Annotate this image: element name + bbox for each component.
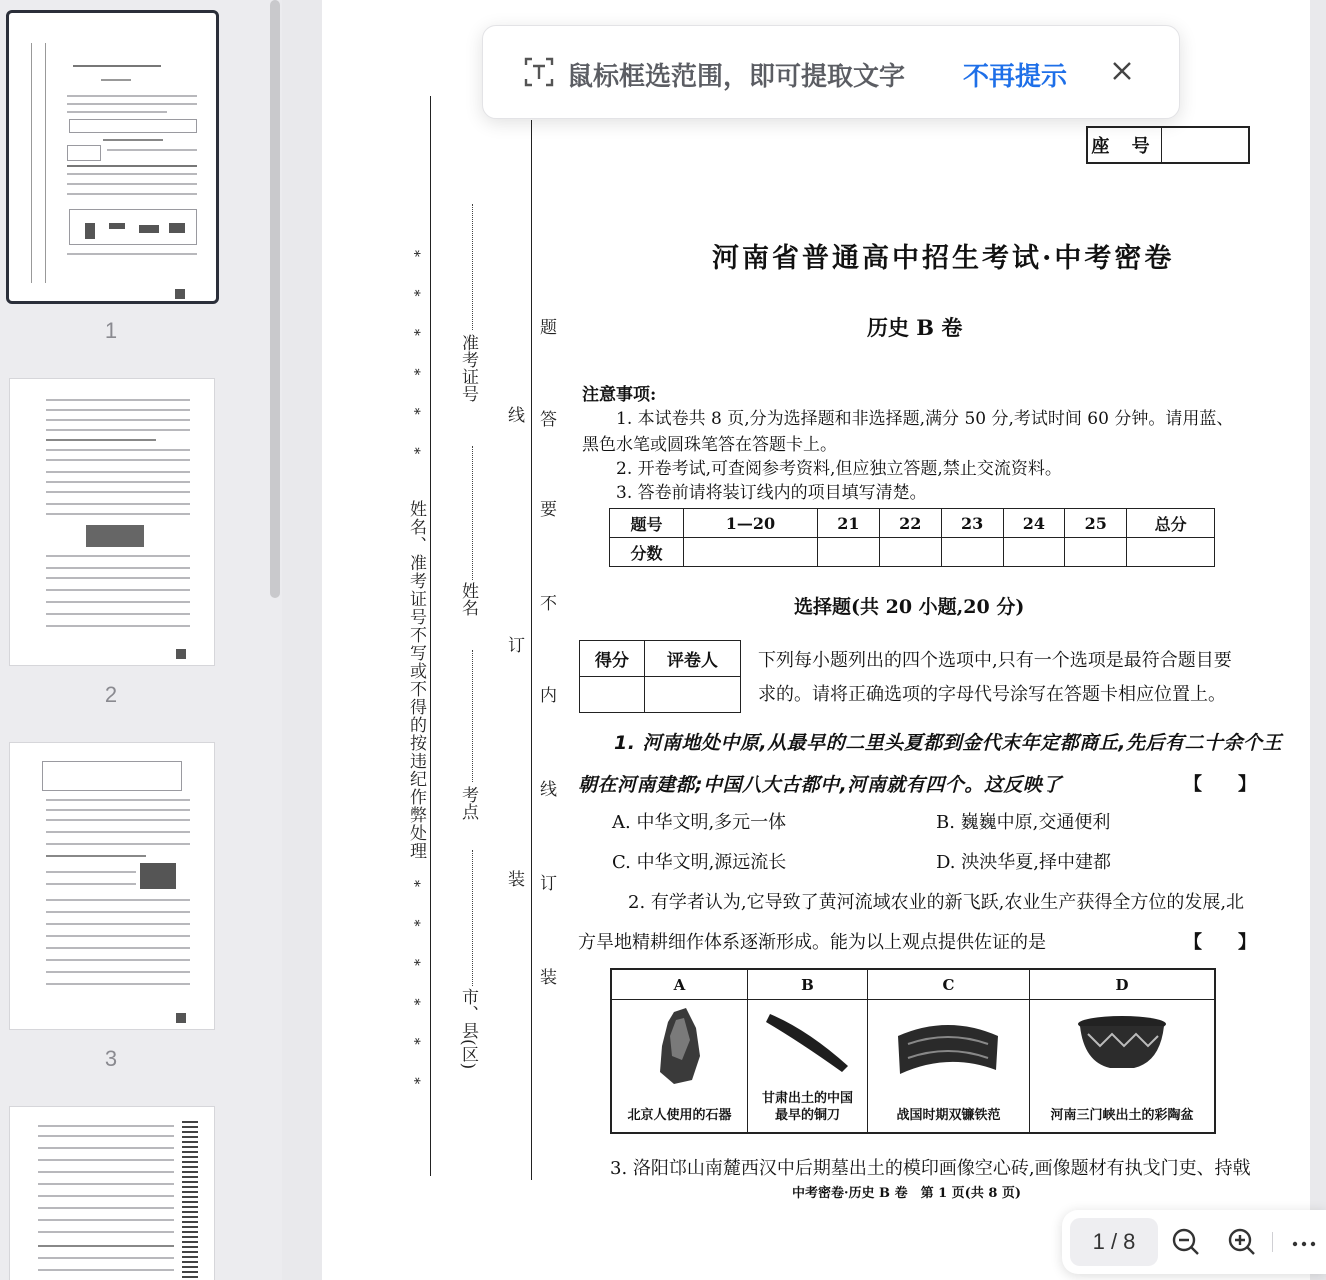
score-table bbox=[609, 508, 1215, 567]
binding-inner-word-6: 线 bbox=[536, 780, 556, 799]
q1-option-c: C. 中华文明,源远流长 bbox=[612, 852, 787, 873]
grader-score-label: 得分 bbox=[580, 641, 645, 677]
name-field-line[interactable] bbox=[472, 446, 473, 580]
bronze-knife-icon bbox=[748, 1000, 866, 1080]
q2-image-c-letter: C bbox=[868, 970, 1029, 1000]
q2-image-d-letter: D bbox=[1030, 970, 1214, 1000]
exam-site-field-label: 考点 bbox=[458, 786, 478, 820]
more-icon[interactable] bbox=[1288, 1226, 1320, 1258]
score-cell bbox=[1127, 538, 1215, 567]
q2-image-d bbox=[1030, 970, 1214, 1132]
q2-line-1: 2. 有学者认为,它导致了黄河流域农业的新飞跃,农业生产获得全方位的发展,北 bbox=[628, 892, 1245, 913]
score-cell bbox=[879, 538, 941, 567]
binding-word-xian: 线 bbox=[504, 406, 524, 425]
thumbnail-number-3: 3 bbox=[104, 1046, 118, 1071]
city-field-label: 市、县(区) bbox=[458, 988, 478, 1070]
q2-image-table bbox=[610, 968, 1216, 1134]
q1-answer-bracket: 【 】 bbox=[1184, 774, 1256, 795]
exam-id-field-line[interactable] bbox=[472, 204, 473, 330]
exam-title: 河南省普通高中招生考试·中考密卷 bbox=[712, 243, 1175, 274]
note-3: 3. 答卷前请将装订线内的项目填写清楚。 bbox=[616, 483, 927, 503]
document-page bbox=[322, 0, 1310, 1280]
name-field-label: 姓名 bbox=[458, 582, 478, 616]
q2-image-a-caption: 北京人使用的石器 bbox=[627, 1108, 732, 1123]
note-2: 2. 开卷考试,可查阅参考资料,但应独立答题,禁止交流资料。 bbox=[616, 459, 1062, 479]
city-field-line[interactable] bbox=[472, 850, 473, 986]
score-cell bbox=[1003, 538, 1065, 567]
seat-number-value[interactable] bbox=[1162, 128, 1248, 162]
score-col-total: 总分 bbox=[1127, 509, 1215, 538]
thumbnail-number-1: 1 bbox=[104, 318, 118, 343]
q3-line-1: 3. 洛阳邙山南麓西汉中后期墓出土的模印画像空心砖,画像题材有执戈门吏、持戟 bbox=[610, 1158, 1251, 1179]
binding-inner-word-7: 订 bbox=[536, 874, 556, 893]
q2-line-2: 方旱地精耕细作体系逐渐形成。能为以上观点提供佐证的是 bbox=[578, 932, 1046, 953]
binding-word-zhuang: 装 bbox=[504, 870, 524, 889]
binding-outer-line bbox=[430, 96, 431, 1176]
notes-title: 注意事项: bbox=[582, 385, 657, 405]
thumbnail-sidebar bbox=[0, 0, 282, 1280]
page-indicator[interactable]: 1 / 8 bbox=[1070, 1218, 1158, 1266]
score-col-2: 21 bbox=[817, 509, 879, 538]
grader-name-label: 评卷人 bbox=[644, 641, 740, 677]
close-icon[interactable] bbox=[1109, 58, 1135, 84]
score-col-3: 22 bbox=[879, 509, 941, 538]
note-1-cont: 黑色水笔或圆珠笔答在答题卡上。 bbox=[582, 435, 837, 455]
thumbnail-number-2: 2 bbox=[104, 682, 118, 707]
text-select-icon bbox=[523, 56, 555, 88]
seat-number-label: 座 号 bbox=[1088, 128, 1162, 162]
q2-image-d-caption: 河南三门峡出土的彩陶盆 bbox=[1050, 1108, 1194, 1123]
toolbar-separator bbox=[1272, 1232, 1273, 1252]
q2-image-b-caption: 甘肃出土的中国最早的铜刀 bbox=[762, 1091, 854, 1123]
binding-stars-bottom: * * * * * * bbox=[406, 880, 422, 1099]
score-cell bbox=[941, 538, 1003, 567]
dismiss-toast-link[interactable]: 不再提示 bbox=[963, 62, 1068, 92]
page-thumbnail-2[interactable] bbox=[9, 378, 215, 666]
score-col-6: 25 bbox=[1065, 509, 1127, 538]
binding-inner-word-4: 不 bbox=[536, 594, 556, 613]
q1-option-d: D. 泱泱华夏,择中建都 bbox=[936, 852, 1111, 873]
q2-image-c-caption: 战国时期双镰铁范 bbox=[896, 1108, 1001, 1123]
exam-id-field-label: 准考证号 bbox=[458, 334, 478, 402]
section-title: 选择题(共 20 小题,20 分) bbox=[794, 596, 1025, 618]
score-cell bbox=[684, 538, 818, 567]
grader-name-cell bbox=[644, 677, 740, 713]
score-col-1: 1—20 bbox=[684, 509, 818, 538]
zoom-out-icon[interactable] bbox=[1170, 1226, 1202, 1258]
binding-inner-word-2: 答 bbox=[536, 410, 556, 429]
q2-answer-bracket: 【 】 bbox=[1184, 932, 1256, 953]
page-thumbnail-1[interactable] bbox=[6, 10, 219, 304]
q1-option-a: A. 中华文明,多元一体 bbox=[612, 812, 787, 833]
binding-inner-word-1: 题 bbox=[536, 318, 556, 337]
grader-score-cell bbox=[580, 677, 645, 713]
toast-message: 鼠标框选范围，即可提取文字 bbox=[567, 62, 906, 92]
instruction-line-2: 求的。请将正确选项的字母代号涂写在答题卡相应位置上。 bbox=[758, 684, 1226, 705]
q1-line-2: 朝在河南建都;中国八大古都中,河南就有四个。这反映了 bbox=[578, 774, 1062, 796]
text-extract-toast bbox=[482, 25, 1180, 119]
zoom-in-icon[interactable] bbox=[1226, 1226, 1258, 1258]
grader-table bbox=[579, 640, 741, 713]
sidebar-scroll-thumb[interactable] bbox=[270, 0, 280, 598]
binding-stars-top: * * * * * * bbox=[406, 250, 422, 469]
iron-mold-icon bbox=[868, 1000, 1028, 1090]
exam-site-field-line[interactable] bbox=[472, 650, 473, 782]
page-thumbnail-3[interactable] bbox=[9, 742, 215, 1030]
score-cell bbox=[817, 538, 879, 567]
instruction-line-1: 下列每小题列出的四个选项中,只有一个选项是最符合题目要 bbox=[758, 650, 1232, 671]
q1-line-1: 1. 河南地处中原,从最早的二里头夏都到金代末年定都商丘,先后有二十余个王 bbox=[614, 732, 1282, 754]
binding-warning: 姓名、准考证号不写或不得的按违纪作弊处理 bbox=[406, 500, 426, 860]
painted-pottery-icon bbox=[1030, 1000, 1214, 1080]
score-value-label: 分数 bbox=[610, 538, 684, 567]
viewer-toolbar bbox=[1062, 1210, 1326, 1274]
binding-inner-word-8: 装 bbox=[536, 968, 556, 987]
q2-image-a-letter: A bbox=[612, 970, 747, 1000]
q2-image-c bbox=[868, 970, 1030, 1132]
note-1: 1. 本试卷共 8 页,分为选择题和非选择题,满分 50 分,考试时间 60 分钟。请用蓝、 bbox=[616, 409, 1234, 429]
q2-image-b-letter: B bbox=[748, 970, 867, 1000]
binding-inner-word-5: 内 bbox=[536, 686, 556, 705]
score-cell bbox=[1065, 538, 1127, 567]
score-row-label: 题号 bbox=[610, 509, 684, 538]
page-thumbnail-4[interactable] bbox=[9, 1106, 215, 1280]
seat-number-box bbox=[1086, 126, 1250, 164]
exam-subtitle: 历史 B 卷 bbox=[867, 315, 963, 340]
q1-option-b: B. 巍巍中原,交通便利 bbox=[936, 812, 1111, 833]
page-footer: 中考密卷·历史 B 卷 第 1 页(共 8 页) bbox=[792, 1186, 1022, 1201]
binding-inner-word-3: 要 bbox=[536, 500, 556, 519]
q2-image-a bbox=[612, 970, 748, 1132]
score-col-5: 24 bbox=[1003, 509, 1065, 538]
stone-tool-icon bbox=[612, 1000, 746, 1090]
q2-image-b bbox=[748, 970, 868, 1132]
binding-word-ding: 订 bbox=[504, 636, 524, 655]
binding-inner-line bbox=[531, 120, 532, 1180]
score-col-4: 23 bbox=[941, 509, 1003, 538]
